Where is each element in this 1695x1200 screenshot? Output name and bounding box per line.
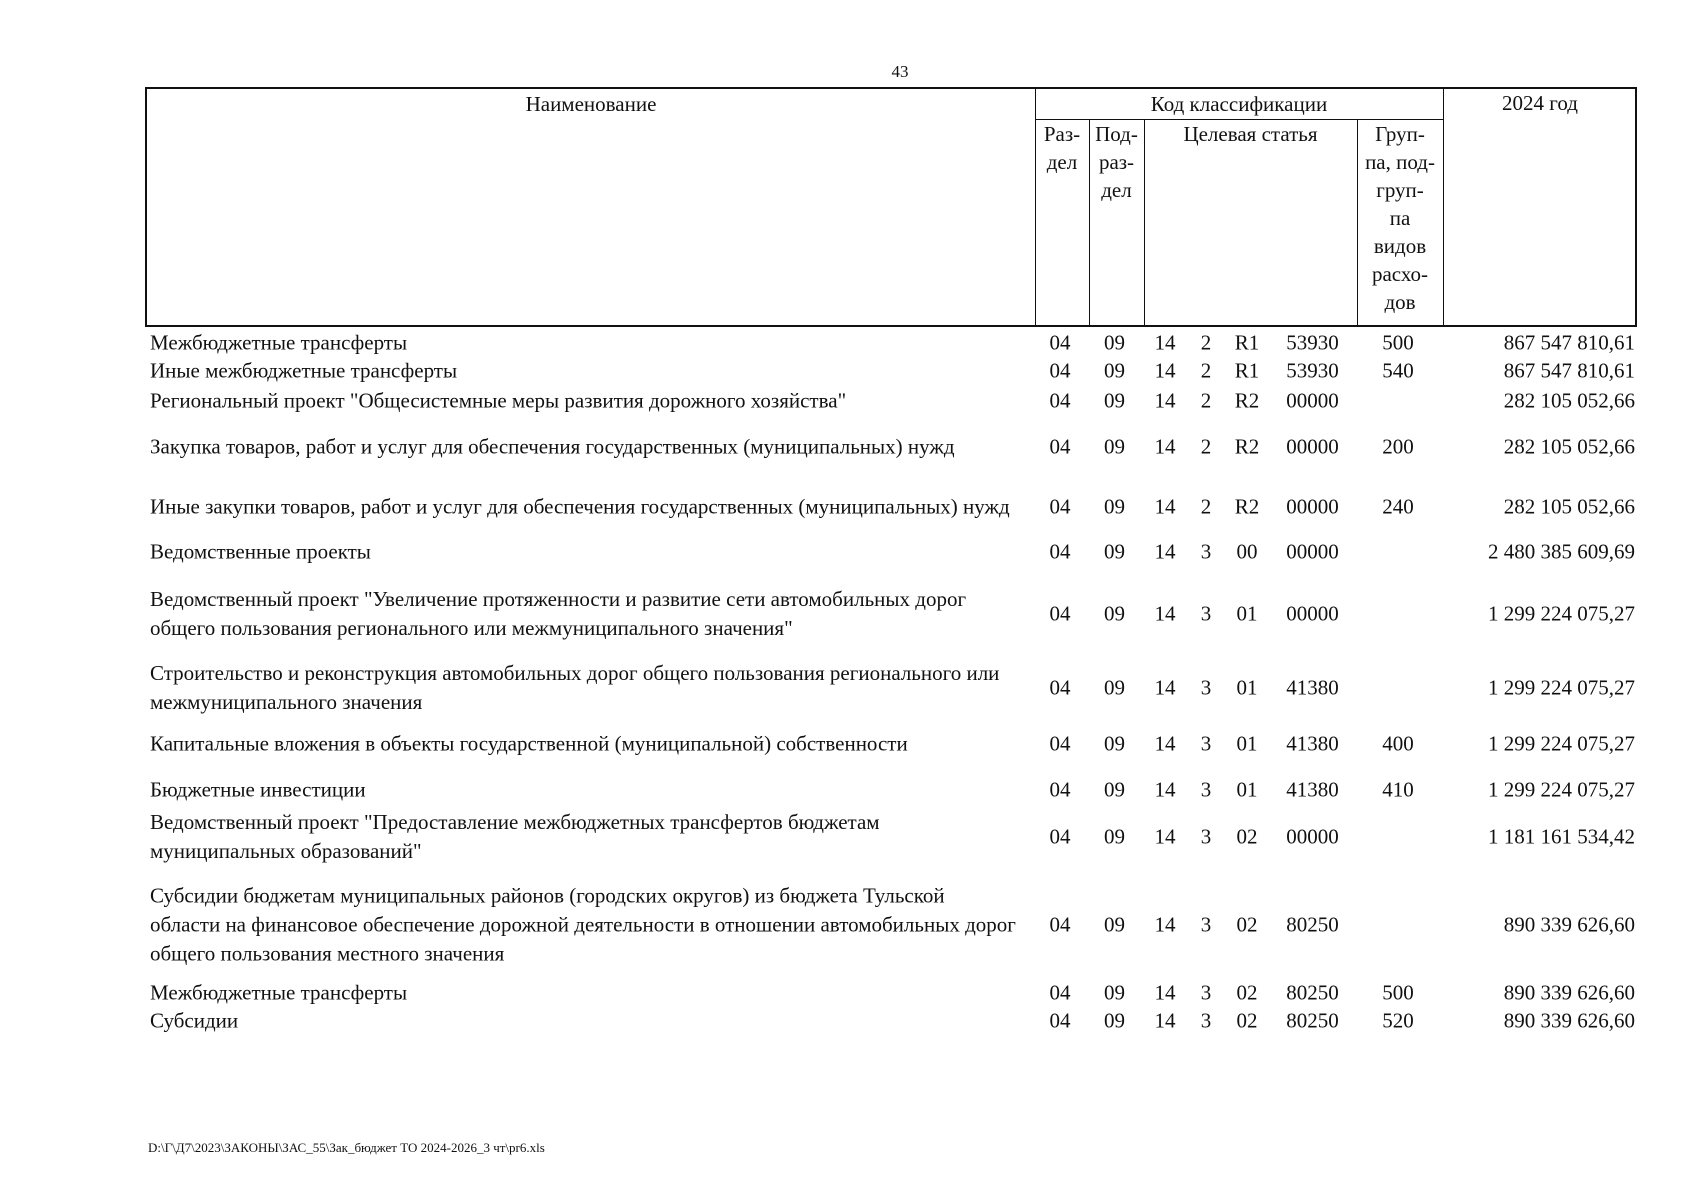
row-group: 400	[1382, 731, 1414, 756]
row-c4: 00000	[1286, 494, 1339, 519]
row-c1: 14	[1154, 675, 1176, 700]
table-row	[0, 356, 1695, 385]
row-podrazdel: 09	[1104, 912, 1125, 937]
row-c1: 14	[1154, 777, 1176, 802]
row-c3: 02	[1236, 1008, 1258, 1032]
row-c3: R2	[1234, 434, 1260, 459]
row-razdel: 04	[1049, 358, 1071, 382]
row-c3: R2	[1234, 388, 1260, 412]
row-razdel: 04	[1049, 330, 1071, 354]
row-c2: 3	[1200, 980, 1212, 1004]
row-group: 500	[1382, 330, 1414, 354]
row-c4: 80250	[1286, 912, 1339, 937]
row-amount: 1 181 161 534,42	[1488, 824, 1635, 849]
row-podrazdel: 09	[1104, 824, 1125, 849]
row-group: 410	[1382, 777, 1414, 802]
row-c2: 3	[1200, 824, 1212, 849]
row-amount: 890 339 626,60	[1503, 1008, 1635, 1032]
row-c4: 80250	[1286, 980, 1339, 1004]
row-name: Иные закупки товаров, работ и услуг для обеспечения государственных (муниципальных) нужд	[150, 494, 1010, 519]
table-row	[0, 654, 1695, 722]
row-razdel: 04	[1049, 675, 1071, 700]
row-amount: 1 299 224 075,27	[1488, 601, 1635, 626]
row-c2: 3	[1200, 731, 1212, 756]
row-podrazdel: 09	[1104, 434, 1125, 459]
row-c1: 14	[1154, 358, 1176, 382]
row-name: Субсидии бюджетам муниципальных районов (городских округов) из бюджета Тульской области на финансовое обеспечение дорожной деятельности в отношении автомобильных дорог общего пользования местного значения	[150, 883, 1016, 966]
page-number: 43	[891, 62, 909, 81]
row-c2: 2	[1200, 388, 1212, 412]
row-c3: 02	[1236, 824, 1258, 849]
table-row	[0, 1006, 1695, 1035]
row-podrazdel: 09	[1104, 358, 1125, 382]
row-c2: 3	[1200, 601, 1212, 626]
row-c2: 3	[1200, 777, 1212, 802]
row-c2: 3	[1200, 912, 1212, 937]
row-razdel: 04	[1049, 494, 1071, 519]
row-podrazdel: 09	[1104, 980, 1125, 1004]
row-group: 500	[1382, 980, 1414, 1004]
row-group: 240	[1382, 494, 1414, 519]
row-c4: 00000	[1286, 824, 1339, 849]
row-razdel: 04	[1049, 539, 1071, 564]
row-amount: 890 339 626,60	[1503, 912, 1635, 937]
row-c3: 02	[1236, 912, 1258, 937]
header-group: Груп- па, под- груп- па видов расхо- дов	[1365, 122, 1435, 314]
row-c2: 2	[1200, 358, 1212, 382]
row-c1: 14	[1154, 912, 1176, 937]
row-name: Ведомственные проекты	[150, 539, 371, 564]
row-razdel: 04	[1049, 912, 1071, 937]
row-podrazdel: 09	[1104, 601, 1125, 626]
table-row	[0, 773, 1695, 807]
row-c4: 80250	[1286, 1008, 1339, 1032]
row-c1: 14	[1154, 731, 1176, 756]
row-amount: 282 105 052,66	[1503, 494, 1635, 519]
row-razdel: 04	[1049, 824, 1071, 849]
row-c4: 00000	[1286, 601, 1339, 626]
table-row	[0, 580, 1695, 648]
row-c3: 01	[1236, 601, 1258, 626]
row-amount: 1 299 224 075,27	[1488, 777, 1635, 802]
row-c1: 14	[1154, 824, 1176, 849]
row-c4: 41380	[1286, 675, 1339, 700]
row-c2: 2	[1200, 434, 1212, 459]
row-name: Межбюджетные трансферты	[150, 980, 408, 1004]
row-c3: 01	[1236, 731, 1258, 756]
row-name: Межбюджетные трансферты	[150, 330, 408, 354]
row-razdel: 04	[1049, 434, 1071, 459]
row-podrazdel: 09	[1104, 330, 1125, 354]
row-c4: 53930	[1286, 330, 1339, 354]
row-name: Ведомственный проект "Увеличение протяженности и развитие сети автомобильных дорог общего пользования регионального или межмуниципального значения"	[150, 587, 967, 640]
row-c4: 00000	[1286, 388, 1339, 412]
table-row	[0, 328, 1695, 357]
row-name: Ведомственный проект "Предоставление межбюджетных трансфертов бюджетам муниципальных образований"	[150, 810, 880, 863]
row-podrazdel: 09	[1104, 539, 1125, 564]
table-header	[145, 87, 1637, 327]
row-c1: 14	[1154, 980, 1176, 1004]
row-group: 540	[1382, 358, 1414, 382]
row-c2: 3	[1200, 675, 1212, 700]
row-group: 200	[1382, 434, 1414, 459]
table-row	[0, 478, 1695, 536]
row-c4: 41380	[1286, 777, 1339, 802]
row-c3: R2	[1234, 494, 1260, 519]
row-amount: 1 299 224 075,27	[1488, 675, 1635, 700]
row-name: Региональный проект "Общесистемные меры развития дорожного хозяйства"	[150, 388, 847, 412]
table-row	[0, 418, 1695, 476]
row-c2: 3	[1200, 539, 1212, 564]
header-divider	[1443, 89, 1444, 325]
row-c4: 53930	[1286, 358, 1339, 382]
row-c4: 00000	[1286, 434, 1339, 459]
header-name: Наименование	[525, 92, 657, 116]
table-row	[0, 386, 1695, 415]
row-podrazdel: 09	[1104, 731, 1125, 756]
header-divider	[1144, 119, 1145, 325]
table-row	[0, 880, 1695, 970]
row-c2: 3	[1200, 1008, 1212, 1032]
row-amount: 2 480 385 609,69	[1488, 539, 1635, 564]
table-row	[0, 535, 1695, 569]
footer-file-path: D:\Г\Д7\2023\ЗАКОНЫ\ЗАС_55\Зак_бюджет ТО 2024-2026_3 чт\pr6.xls	[148, 1140, 545, 1155]
row-c3: R1	[1234, 358, 1260, 382]
row-c1: 14	[1154, 330, 1176, 354]
row-c1: 14	[1154, 601, 1176, 626]
row-podrazdel: 09	[1104, 675, 1125, 700]
row-c1: 14	[1154, 434, 1176, 459]
header-razdel: Раз- дел	[1043, 122, 1081, 174]
row-name: Закупка товаров, работ и услуг для обеспечения государственных (муниципальных) нужд	[150, 434, 955, 459]
row-c3: 01	[1236, 675, 1258, 700]
table-row	[0, 808, 1695, 866]
row-c1: 14	[1154, 494, 1176, 519]
row-razdel: 04	[1049, 601, 1071, 626]
row-name: Бюджетные инвестиции	[150, 777, 366, 802]
row-c4: 00000	[1286, 539, 1339, 564]
row-name: Строительство и реконструкция автомобильных дорог общего пользования регионального или межмуниципального значения	[150, 661, 1000, 714]
row-group: 520	[1382, 1008, 1414, 1032]
row-razdel: 04	[1049, 388, 1071, 412]
row-c1: 14	[1154, 388, 1176, 412]
header-target-article: Целевая статья	[1183, 122, 1318, 146]
row-amount: 282 105 052,66	[1503, 388, 1635, 412]
row-c3: 00	[1236, 539, 1258, 564]
row-amount: 1 299 224 075,27	[1488, 731, 1635, 756]
row-c2: 2	[1200, 330, 1212, 354]
row-razdel: 04	[1049, 1008, 1071, 1032]
row-c3: 02	[1236, 980, 1258, 1004]
row-podrazdel: 09	[1104, 777, 1125, 802]
row-c1: 14	[1154, 1008, 1176, 1032]
row-podrazdel: 09	[1104, 494, 1125, 519]
row-razdel: 04	[1049, 777, 1071, 802]
row-c3: 01	[1236, 777, 1258, 802]
row-name: Капитальные вложения в объекты государственной (муниципальной) собственности	[150, 731, 908, 756]
row-razdel: 04	[1049, 980, 1071, 1004]
row-razdel: 04	[1049, 731, 1071, 756]
row-podrazdel: 09	[1104, 1008, 1125, 1032]
header-classification: Код классификации	[1150, 92, 1328, 116]
row-name: Субсидии	[150, 1008, 239, 1032]
table-row	[0, 978, 1695, 1007]
row-podrazdel: 09	[1104, 388, 1125, 412]
row-c3: R1	[1234, 330, 1260, 354]
row-amount: 890 339 626,60	[1503, 980, 1635, 1004]
row-amount: 867 547 810,61	[1503, 330, 1635, 354]
row-c2: 2	[1200, 494, 1212, 519]
header-podrazdel: Под- раз- дел	[1095, 122, 1138, 202]
table-row	[0, 727, 1695, 761]
row-amount: 282 105 052,66	[1503, 434, 1635, 459]
row-name: Иные межбюджетные трансферты	[150, 358, 458, 382]
row-amount: 867 547 810,61	[1503, 358, 1635, 382]
header-year: 2024 год	[1502, 91, 1578, 115]
row-c1: 14	[1154, 539, 1176, 564]
row-c4: 41380	[1286, 731, 1339, 756]
